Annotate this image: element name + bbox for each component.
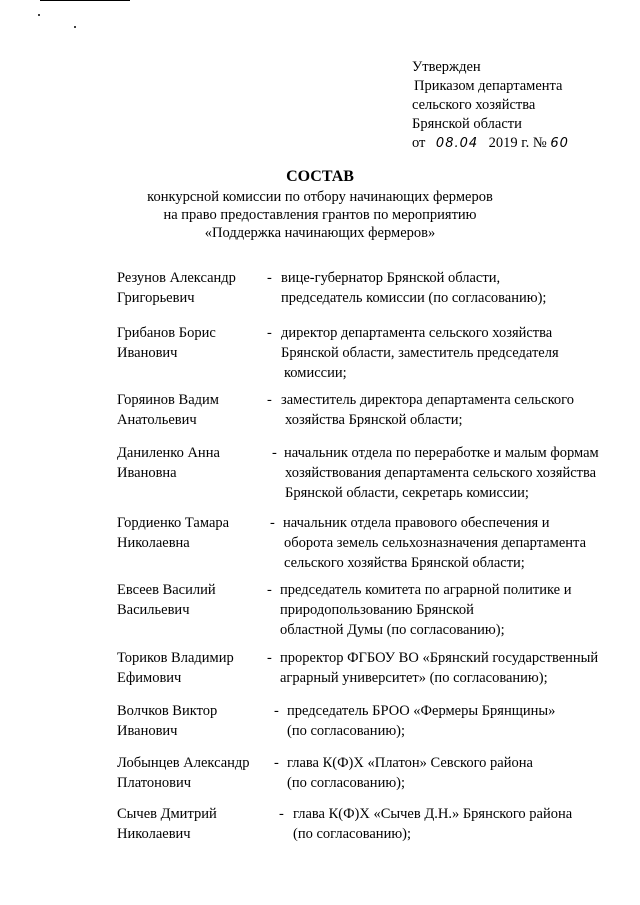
approval-date-line — [412, 134, 572, 153]
member-name-line: Лобынцев Александр — [117, 755, 250, 771]
year-text: 2019 г. № — [488, 135, 547, 151]
member-role-line: проректор ФГБОУ ВО «Брянский государственный — [280, 650, 599, 666]
approval-line: Приказом департамента — [414, 78, 563, 94]
member-dash: - — [267, 270, 272, 286]
member-name — [117, 443, 267, 483]
member-dash: - — [267, 650, 272, 666]
member-role-line: вице-губернатор Брянской области, — [281, 270, 501, 286]
member-dash: - — [267, 392, 272, 408]
member-role-line: Брянской области, секретарь комиссии; — [285, 485, 529, 501]
member-role-line: природопользованию Брянской — [280, 602, 474, 618]
member-role-line: начальник отдела по переработке и малым формам — [284, 445, 599, 461]
member-name-line: Резунов Александр — [117, 270, 236, 286]
member-role-line: сельского хозяйства Брянской области; — [284, 555, 525, 571]
member-role-line: (по согласованию); — [287, 775, 406, 791]
member-role-line: председатель комитета по аграрной политике и — [280, 582, 572, 598]
member-role — [280, 648, 640, 688]
member-role-line: аграрный университет» (по согласованию); — [280, 670, 548, 686]
member-role — [281, 268, 640, 308]
approval-line: сельского хозяйства — [412, 97, 536, 113]
approval-line: Брянской области — [412, 116, 522, 132]
approval-line: Утвержден — [412, 59, 481, 75]
scan-mark — [38, 14, 40, 16]
member-dash: - — [267, 582, 272, 598]
member-role-line: областной Думы (по согласованию); — [280, 622, 505, 638]
subtitle-line: «Поддержка начинающих фермеров» — [204, 225, 436, 241]
member-name-line: Васильевич — [117, 602, 190, 618]
member-name-line: Ивановна — [117, 465, 177, 481]
member-dash: - — [270, 515, 275, 531]
member-name-line: Сычев Дмитрий — [117, 806, 217, 822]
member-name-line: Ефимович — [117, 670, 182, 686]
member-name — [117, 390, 267, 430]
member-role — [293, 804, 640, 844]
member-name — [117, 753, 267, 793]
member-name-line: Иванович — [117, 723, 178, 739]
member-name — [117, 323, 267, 363]
member-role — [280, 580, 640, 640]
member-name-line: Платонович — [117, 775, 192, 791]
member-name-line: Даниленко Анна — [117, 445, 220, 461]
scan-mark — [74, 26, 76, 28]
member-dash: - — [274, 755, 279, 771]
member-name-line: Волчков Виктор — [117, 703, 218, 719]
member-name-line: Ториков Владимир — [117, 650, 234, 666]
subtitle-line: конкурсной комиссии по отбору начинающих фермеров — [147, 189, 493, 205]
member-role-line: директор департамента сельского хозяйства — [281, 325, 553, 341]
member-role-line: начальник отдела правового обеспечения и — [283, 515, 550, 531]
member-name-line: Анатольевич — [117, 412, 197, 428]
member-role-line: председатель БРОО «Фермеры Брянщины» — [287, 703, 556, 719]
member-role-line: оборота земель сельхозназначения департамента — [284, 535, 587, 551]
member-role-line: (по согласованию); — [293, 826, 412, 842]
member-role-line: (по согласованию); — [287, 723, 406, 739]
member-dash: - — [267, 325, 272, 341]
handwritten-date: 08.04 — [435, 136, 479, 151]
document-title: СОСТАВ — [286, 168, 354, 185]
member-role-line: Брянской области, заместитель председателя — [281, 345, 559, 361]
member-name-line: Григорьевич — [117, 290, 195, 306]
member-role-line: председатель комиссии (по согласованию); — [281, 290, 547, 306]
title-block — [0, 168, 640, 242]
member-role-line: глава К(Ф)Х «Платон» Севского района — [287, 755, 533, 771]
member-role — [281, 323, 640, 383]
member-name-line: Иванович — [117, 345, 178, 361]
member-role-line: комиссии; — [284, 365, 347, 381]
member-name — [117, 268, 267, 308]
member-name — [117, 580, 267, 620]
member-name — [117, 513, 267, 553]
member-name-line: Евсеев Василий — [117, 582, 216, 598]
handwritten-number: 60 — [550, 136, 569, 151]
member-dash: - — [272, 445, 277, 461]
member-role-line: глава К(Ф)Х «Сычев Д.Н.» Брянского района — [293, 806, 573, 822]
member-name — [117, 804, 267, 844]
member-role — [284, 443, 640, 503]
date-prefix: от — [412, 135, 426, 151]
member-name-line: Гордиенко Тамара — [117, 515, 230, 531]
member-role-line: хозяйства Брянской области; — [285, 412, 463, 428]
member-dash: - — [274, 703, 279, 719]
member-name-line: Николаевич — [117, 826, 191, 842]
approval-block — [412, 58, 572, 153]
member-role — [283, 513, 640, 573]
member-name-line: Грибанов Борис — [117, 325, 216, 341]
member-role — [281, 390, 640, 430]
member-role-line: заместитель директора департамента сельского — [281, 392, 574, 408]
member-dash: - — [279, 806, 284, 822]
top-rule — [40, 0, 130, 1]
member-name — [117, 648, 267, 688]
member-role — [287, 753, 640, 793]
subtitle-line: на право предоставления грантов по мероприятию — [163, 207, 477, 223]
member-role — [287, 701, 640, 741]
member-name-line: Николаевна — [117, 535, 190, 551]
member-name-line: Горяинов Вадим — [117, 392, 219, 408]
member-role-line: хозяйствования департамента сельского хозяйства — [285, 465, 597, 481]
member-name — [117, 701, 267, 741]
